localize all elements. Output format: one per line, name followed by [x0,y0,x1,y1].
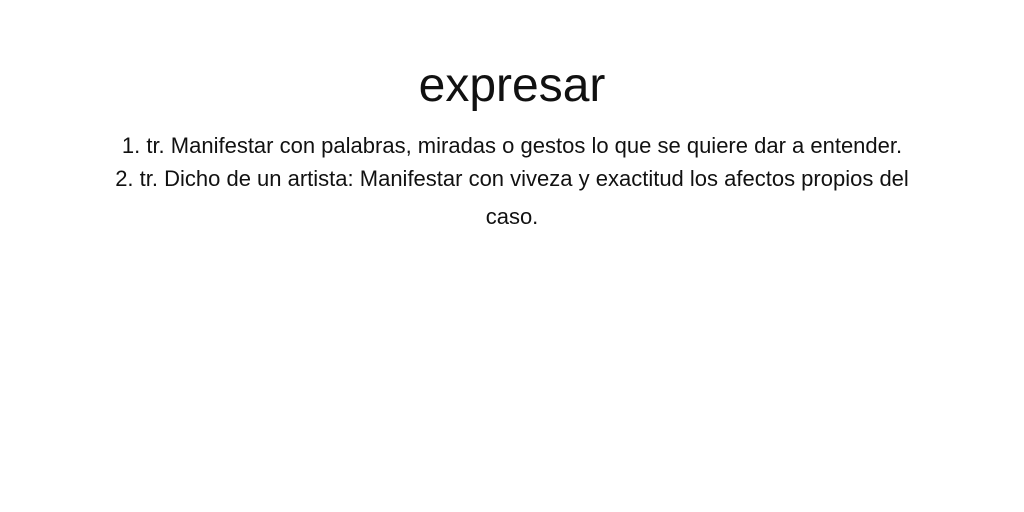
definition-list [112,127,912,236]
definition-1: 1. tr. Manifestar con palabras, miradas o gestos lo que se quiere dar a entender. [121,133,903,158]
headword: expresar [418,59,606,112]
definition-2: 2. tr. Dicho de un artista: Manifestar con viveza y exactitud los afectos propios del caso. [115,166,909,229]
